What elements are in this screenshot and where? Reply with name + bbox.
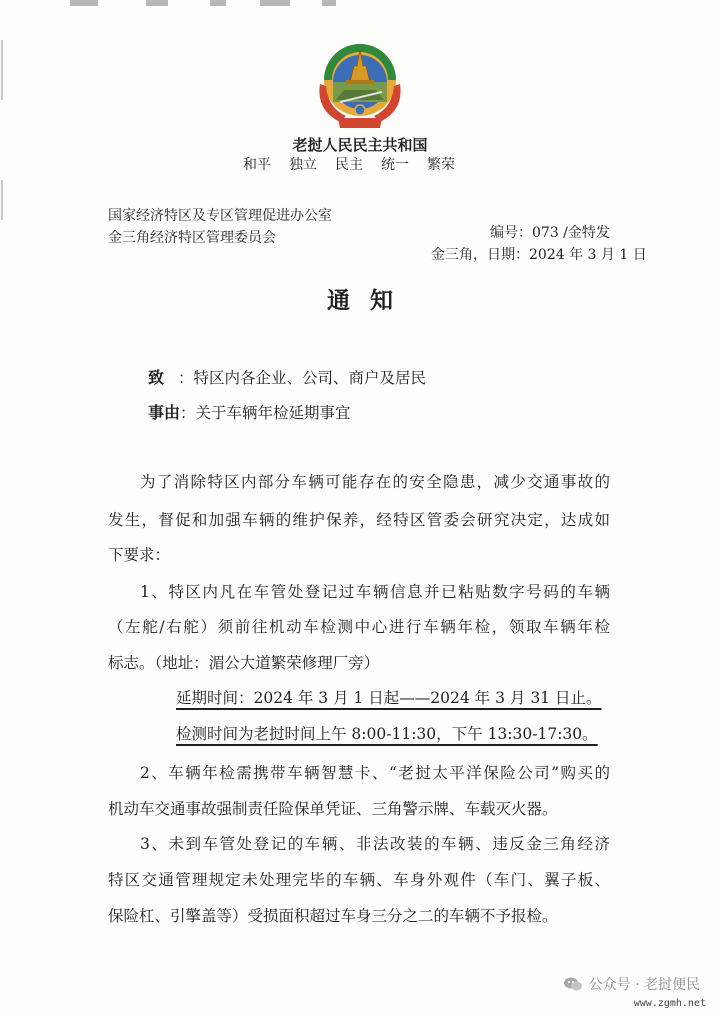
item-2-line: 2、车辆年检需携带车辆智慧卡、“老挝太平洋保险公司”购买的	[140, 764, 610, 782]
recipient-line	[148, 365, 426, 388]
national-motto: 和平 独立 民主 统一 繁荣	[243, 157, 455, 173]
page-title: 通知	[327, 287, 413, 314]
inspection-hours: 检测时间为老挝时间上午 8:00-11:30，下午 13:30-17:30。	[176, 725, 598, 743]
subject-label: 事由	[148, 403, 181, 422]
document-date: 金三角，日期：2024 年 3 月 1 日	[431, 247, 647, 263]
wechat-icon	[563, 976, 583, 992]
watermark-text: 公众号 · 老挝便民	[588, 977, 700, 993]
wechat-watermark	[563, 974, 700, 994]
item-3-line: 特区交通管理规定未处理完毕的车辆、车身外观件（车门、翼子板、	[108, 871, 610, 889]
recipient-text: ：特区内各企业、公司、商户及居民	[178, 369, 427, 387]
subject-text: ：关于车辆年检延期事宜	[180, 404, 351, 422]
item-2-line: 机动车交通事故强制责任险保单凭证、三角警示牌、车载灭火器。	[108, 800, 558, 818]
item-1-line: 标志。（地址：湄公大道繁荣修理厂旁）	[108, 654, 380, 672]
scan-mark-left	[1, 40, 3, 100]
recipient-label: 致	[148, 368, 165, 387]
item-3-line: 3、未到车管处登记的车辆、非法改装的车辆、违反金三角经济	[140, 835, 610, 853]
paragraph-line: 为了消除特区内部分车辆可能存在的安全隐患，减少交通事故的	[140, 473, 610, 491]
paragraph-line: 下要求：	[108, 546, 171, 564]
subject-line	[148, 400, 351, 423]
scan-marks-top	[60, 0, 420, 10]
issuer-office: 国家经济特区及专区管理促进办公室	[108, 208, 332, 224]
extension-period: 延期时间：2024 年 3 月 1 日起——2024 年 3 月 31 日止。	[176, 689, 602, 707]
item-3-line: 保险杠、引擎盖等）受损面积超过车身三分之二的车辆不予报检。	[108, 907, 558, 925]
site-watermark: www.zgmh.net	[633, 998, 706, 1009]
item-1-line: 1、特区内凡在车管处登记过车辆信息并已粘贴数字号码的车辆	[140, 583, 610, 601]
national-emblem-icon	[310, 36, 410, 132]
scan-mark-left	[1, 180, 3, 220]
item-1-line: （左舵/右舵）须前往机动车检测中心进行车辆年检，领取车辆年检	[108, 618, 610, 636]
country-name: 老挝人民民主共和国	[292, 136, 428, 154]
issuer-committee: 金三角经济特区管理委员会	[108, 230, 276, 246]
paragraph-line: 发生，督促和加强车辆的维护保养，经特区管委会研究决定，达成如	[108, 511, 610, 529]
document-number: 编号：073 /金特发	[490, 225, 610, 241]
